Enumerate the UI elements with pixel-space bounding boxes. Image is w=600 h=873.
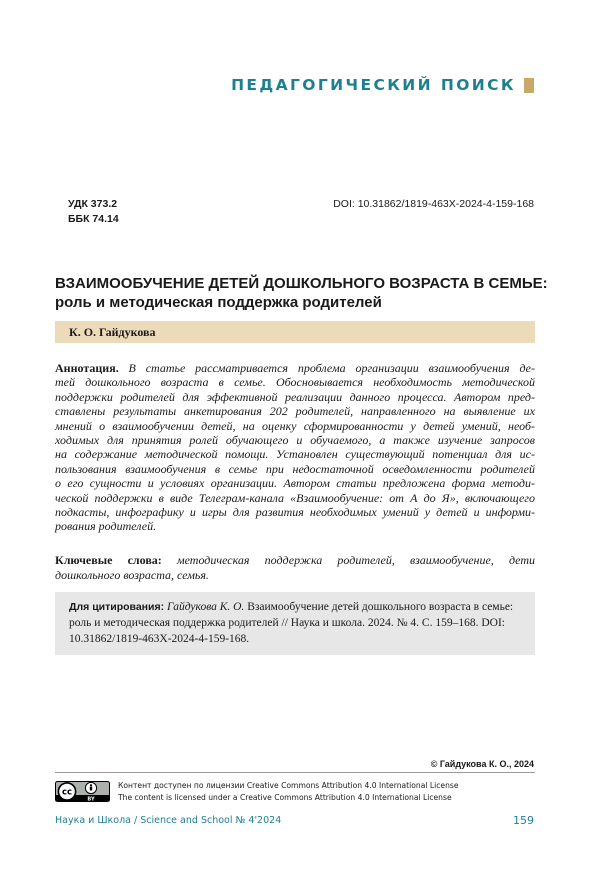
- abstract-line: пользования взаимообучения в семье при недостаточной осведомленности родителей: [55, 461, 535, 476]
- citation-line: Для цитирования: Гайдукова К. О. Взаимообучение детей дошкольного возраста в семье:: [69, 601, 514, 613]
- section-marker-square: [524, 78, 534, 93]
- section-title: ПЕДАГОГИЧЕСКИЙ ПОИСК: [231, 76, 516, 94]
- abstract-line: о его сущности и условиях организации. Автором статьи предложена форма методи-: [55, 476, 535, 491]
- abstract: [55, 361, 535, 534]
- udk-code: УДК 373.2: [68, 198, 118, 210]
- citation-line: роль и методическая поддержка родителей // Наука и школа. 2024. № 4. С. 159–168. DOI:: [69, 617, 505, 629]
- abstract-line: ставлены результаты анкетирования 202 родителей, направленного на выявление их: [55, 404, 535, 419]
- by-text: BY: [87, 796, 95, 802]
- keywords: [55, 553, 535, 583]
- cc-by-license-icon: [55, 781, 110, 802]
- author-bar: [55, 321, 535, 343]
- abstract-line: Аннотация. В статье рассматривается проблема организации взаимообучения де-: [55, 361, 535, 375]
- keywords-line: дошкольного возраста, семья.: [55, 568, 209, 582]
- copyright: © Гайдукова К. О., 2024: [430, 759, 534, 769]
- journal-footer: Наука и Школа / Science and School № 4'2024: [55, 815, 282, 826]
- abstract-line: тей дошкольного возраста в семье. Обосновывается необходимость методической: [55, 375, 535, 390]
- article-title-line2: роль и методическая поддержка родителей: [55, 294, 382, 311]
- abstract-line: подкасты, инфографику и игры для развития необходимых умений у детей и информи-: [55, 504, 535, 519]
- section-header: [231, 76, 534, 94]
- citation-text: [69, 599, 525, 647]
- bbk-code: ББК 74.14: [68, 213, 119, 225]
- article-title: [55, 274, 548, 312]
- article-title-line1: ВЗАИМООБУЧЕНИЕ ДЕТЕЙ ДОШКОЛЬНОГО ВОЗРАСТА В СЕМЬЕ:: [55, 275, 548, 292]
- keywords-label: Ключевые слова:: [55, 553, 162, 567]
- abstract-label: Аннотация.: [55, 361, 119, 375]
- abstract-line: ходимых для принятия ролей обучающего и обучаемого, а также изучение запросов: [55, 432, 535, 447]
- doi: DOI: 10.31862/1819-463X-2024-4-159-168: [333, 198, 534, 210]
- citation-line: 10.31862/1819-463X-2024-4-159-168.: [69, 633, 250, 645]
- cc-text: cc: [61, 787, 73, 798]
- license-line-ru: Контент доступен по лицензии Creative Commons Attribution 4.0 International License: [118, 781, 459, 790]
- license-line-en: The content is licensed under a Creative Commons Attribution 4.0 International License: [118, 793, 452, 802]
- abstract-line: мнений о взаимообучении детей, на оценку сформированности у детей умений, необ-: [55, 418, 535, 433]
- page-number: 159: [513, 814, 534, 827]
- citation-label: Для цитирования:: [69, 601, 165, 613]
- divider: [55, 772, 535, 773]
- author-name: К. О. Гайдукова: [69, 325, 156, 339]
- abstract-line: на содержание методической помощи. Установлен существующий потенциал для ис-: [55, 447, 535, 462]
- citation-box: [55, 592, 535, 655]
- license-text: [118, 780, 459, 804]
- abstract-line: ческой поддержки в виде Телеграм-канала «Взаимообучение: от А до Я», включающего: [55, 490, 535, 505]
- keywords-line: Ключевые слова: методическая поддержка родителей, взаимообучение, дети: [55, 553, 535, 567]
- abstract-line: поддержки родителей для эффективной реализации данного процесса. Автором пред-: [55, 389, 535, 404]
- classification-codes: [68, 197, 119, 227]
- abstract-line: рования родителей.: [55, 519, 157, 534]
